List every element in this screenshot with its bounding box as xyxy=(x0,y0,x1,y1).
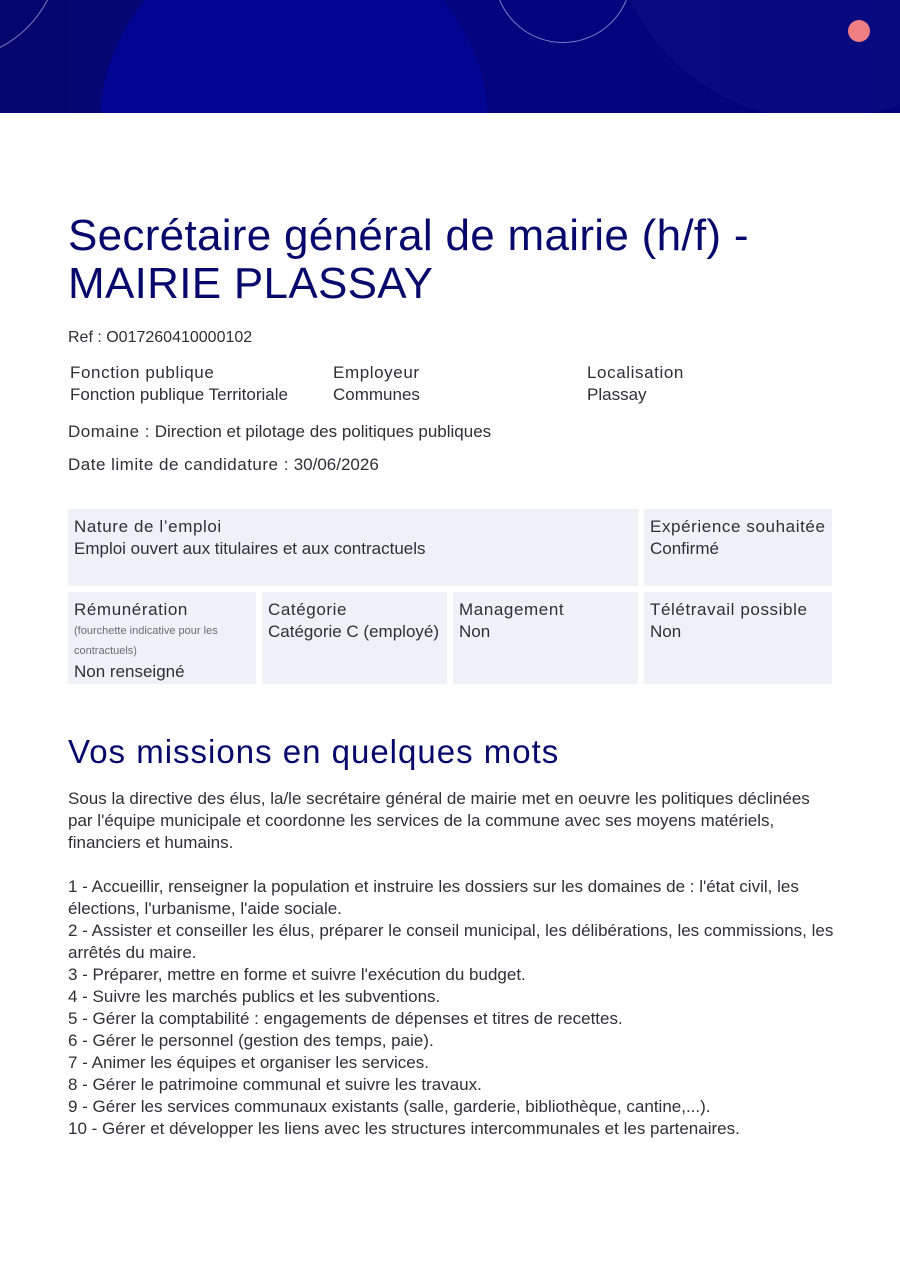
fact-label: Localisation xyxy=(587,363,684,382)
mission-item: 8 - Gérer le patrimoine communal et suivre les travaux. xyxy=(68,1075,482,1094)
box-categorie xyxy=(262,592,447,684)
mission-item: 7 - Animer les équipes et organiser les services. xyxy=(68,1053,429,1072)
deadline-line xyxy=(68,454,379,476)
fact-label: Fonction publique xyxy=(70,363,215,382)
box-value: Non renseigné xyxy=(74,662,185,681)
box-label: Nature de l’emploi xyxy=(74,517,222,536)
fact-employeur xyxy=(333,362,420,406)
fact-label: Employeur xyxy=(333,363,420,382)
mission-item: 1 - Accueillir, renseigner la population et instruire les dossiers sur les domaines de : l'état civil, les élections, l'urbanisme, l'aide sociale. xyxy=(68,877,799,918)
box-value: Confirmé xyxy=(650,539,719,558)
domaine-line xyxy=(68,421,491,443)
mission-item: 9 - Gérer les services communaux existants (salle, garderie, bibliothèque, cantine,...). xyxy=(68,1097,711,1116)
banner-decor-dot xyxy=(848,20,870,42)
box-label: Télétravail possible xyxy=(650,600,808,619)
banner-decor-circle xyxy=(100,0,488,113)
job-title: Secrétaire général de mairie (h/f) - MAIRIE PLASSAY xyxy=(68,211,749,308)
header-banner xyxy=(0,0,900,113)
missions-body xyxy=(68,788,838,1140)
box-experience xyxy=(644,509,832,586)
fact-value: Plassay xyxy=(587,385,647,404)
mission-item: 3 - Préparer, mettre en forme et suivre l'exécution du budget. xyxy=(68,965,526,984)
job-facts xyxy=(70,362,840,410)
deadline-value: 30/06/2026 xyxy=(293,455,379,474)
box-label: Expérience souhaitée xyxy=(650,517,826,536)
mission-item: 10 - Gérer et développer les liens avec les structures intercommunales et les partenaires. xyxy=(68,1119,740,1138)
box-remuneration xyxy=(68,592,256,684)
fact-value: Fonction publique Territoriale xyxy=(70,385,288,404)
domaine-label: Domaine : xyxy=(68,422,150,441)
box-teletravail xyxy=(644,592,832,684)
box-value: Non xyxy=(650,622,682,641)
box-label: Rémunération xyxy=(74,600,188,619)
missions-heading: Vos missions en quelques mots xyxy=(68,733,560,770)
domaine-value: Direction et pilotage des politiques publiques xyxy=(154,422,492,441)
box-note: (fourchette indicative pour les contractuels) xyxy=(74,625,218,657)
paragraph-gap xyxy=(68,854,838,876)
missions-intro: Sous la directive des élus, la/le secrétaire général de mairie met en oeuvre les politiques déclinées par l'équipe municipale et coordonne les services de la commune avec ses moyens matériels, financiers et humains. xyxy=(68,789,810,852)
mission-item: 4 - Suivre les marchés publics et les subventions. xyxy=(68,987,441,1006)
fact-fonction-publique xyxy=(70,362,288,406)
box-management xyxy=(453,592,638,684)
mission-item: 5 - Gérer la comptabilité : engagements de dépenses et titres de recettes. xyxy=(68,1009,623,1028)
box-value: Non xyxy=(459,622,491,641)
box-label: Catégorie xyxy=(268,600,348,619)
box-value: Catégorie C (employé) xyxy=(268,622,440,641)
deadline-label: Date limite de candidature : xyxy=(68,455,289,474)
box-nature-emploi xyxy=(68,509,638,586)
mission-item: 2 - Assister et conseiller les élus, préparer le conseil municipal, les délibérations, les commissions, les arrêtés du maire. xyxy=(68,921,834,962)
fact-value: Communes xyxy=(333,385,420,404)
job-reference: Ref : O017260410000102 xyxy=(68,329,253,346)
box-label: Management xyxy=(459,600,565,619)
fact-localisation xyxy=(587,362,684,406)
box-value: Emploi ouvert aux titulaires et aux contractuels xyxy=(74,539,426,558)
mission-item: 6 - Gérer le personnel (gestion des temps, paie). xyxy=(68,1031,434,1050)
